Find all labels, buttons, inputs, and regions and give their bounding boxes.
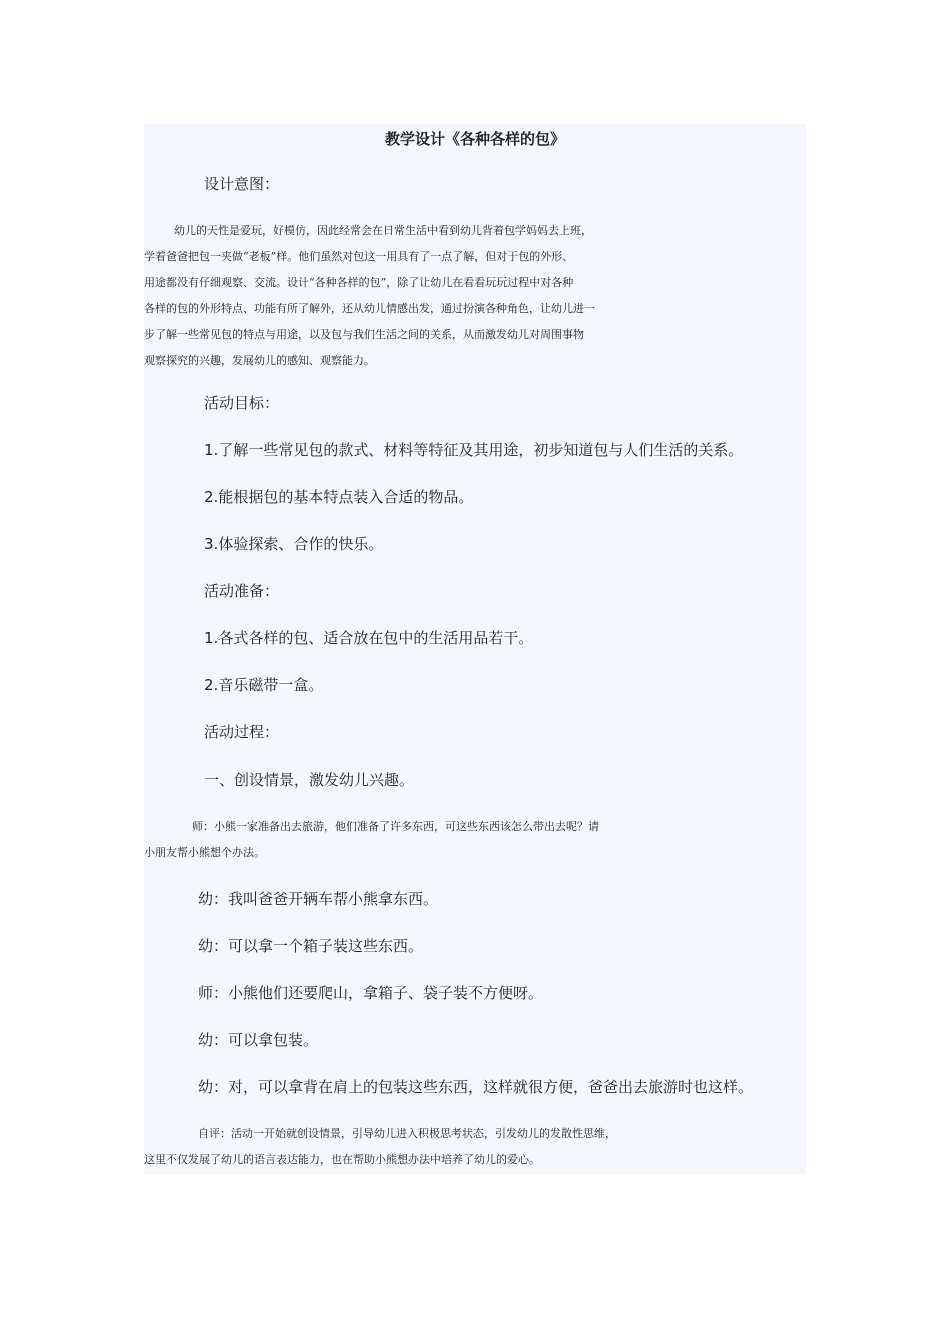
goal-text: 能根据包的基本特点装入合适的物品。 <box>218 488 474 506</box>
process-heading: 活动过程： <box>204 723 280 741</box>
intent-line: 幼儿的天性是爱玩，好模仿，因此经常会在日常生活中看到幼儿背着包学妈妈去上班， <box>174 224 592 237</box>
dialogue-line: 师：小熊他们还要爬山，拿箱子、袋子装不方便呀。 <box>198 984 544 1002</box>
dialogue-line: 幼：可以拿包装。 <box>198 1031 319 1049</box>
goal-number: 2. <box>204 488 219 506</box>
prep-text: 各式各样的包、适合放在包中的生活用品若干。 <box>218 629 534 647</box>
prep-number: 2. <box>204 676 219 694</box>
prep-text: 音乐磁带一盒。 <box>218 676 324 694</box>
intent-line: 用途都没有仔细观察、交流。设计“各种各样的包”，除了让幼儿在看看玩玩过程中对各种 <box>144 276 574 289</box>
prep-item <box>204 625 533 651</box>
prep-item <box>204 672 323 698</box>
goal-number: 3. <box>204 535 219 553</box>
prep-heading: 活动准备： <box>204 582 280 600</box>
intent-line: 学着爸爸把包一夹做“老板”样。他们虽然对包这一用具有了一点了解，但对于包的外形、 <box>144 250 574 263</box>
goal-item <box>204 484 473 510</box>
dialogue-line: 幼：可以拿一个箱子装这些东西。 <box>198 937 424 955</box>
dialogue-line: 幼：我叫爸爸开辆车帮小熊拿东西。 <box>198 890 439 908</box>
goal-number: 1. <box>204 441 219 459</box>
review-line: 这里不仅发展了幼儿的语言表达能力，也在帮助小熊想办法中培养了幼儿的爱心。 <box>144 1153 540 1166</box>
step-heading: 一、创设情景，激发幼儿兴趣。 <box>204 771 415 789</box>
intent-line: 步了解一些常见包的特点与用途，以及包与我们生活之间的关系，从而激发幼儿对周围事物 <box>144 328 584 341</box>
intent-heading: 设计意图： <box>204 175 280 193</box>
teacher-paragraph <box>144 814 806 866</box>
goals-heading: 活动目标： <box>204 394 280 412</box>
review-line: 自评：活动一开始就创设情景，引导幼儿进入积极思考状态，引发幼儿的发散性思维， <box>198 1127 616 1140</box>
intent-line: 各样的包的外形特点、功能有所了解外，还从幼儿情感出发，通过扮演各种角色，让幼儿进一 <box>144 302 595 315</box>
goal-item <box>204 437 743 463</box>
teacher-line: 师：小熊一家准备出去旅游，他们准备了许多东西，可这些东西该怎么带出去呢？请 <box>192 820 599 833</box>
teacher-line: 小朋友帮小熊想个办法。 <box>144 846 265 859</box>
prep-number: 1. <box>204 629 219 647</box>
goal-item <box>204 531 383 557</box>
document-title: 教学设计《各种各样的包》 <box>384 130 565 148</box>
goal-text: 体验探索、合作的快乐。 <box>218 535 384 553</box>
dialogue-line: 幼：对，可以拿背在肩上的包装这些东西，这样就很方便，爸爸出去旅游时也这样。 <box>198 1078 754 1096</box>
document-body <box>144 124 806 1174</box>
intent-paragraph <box>144 218 806 374</box>
goal-text: 了解一些常见包的款式、材料等特征及其用途，初步知道包与人们生活的关系。 <box>218 441 744 459</box>
intent-line: 观察探究的兴趣，发展幼儿的感知、观察能力。 <box>144 354 375 367</box>
review-paragraph <box>144 1121 806 1173</box>
